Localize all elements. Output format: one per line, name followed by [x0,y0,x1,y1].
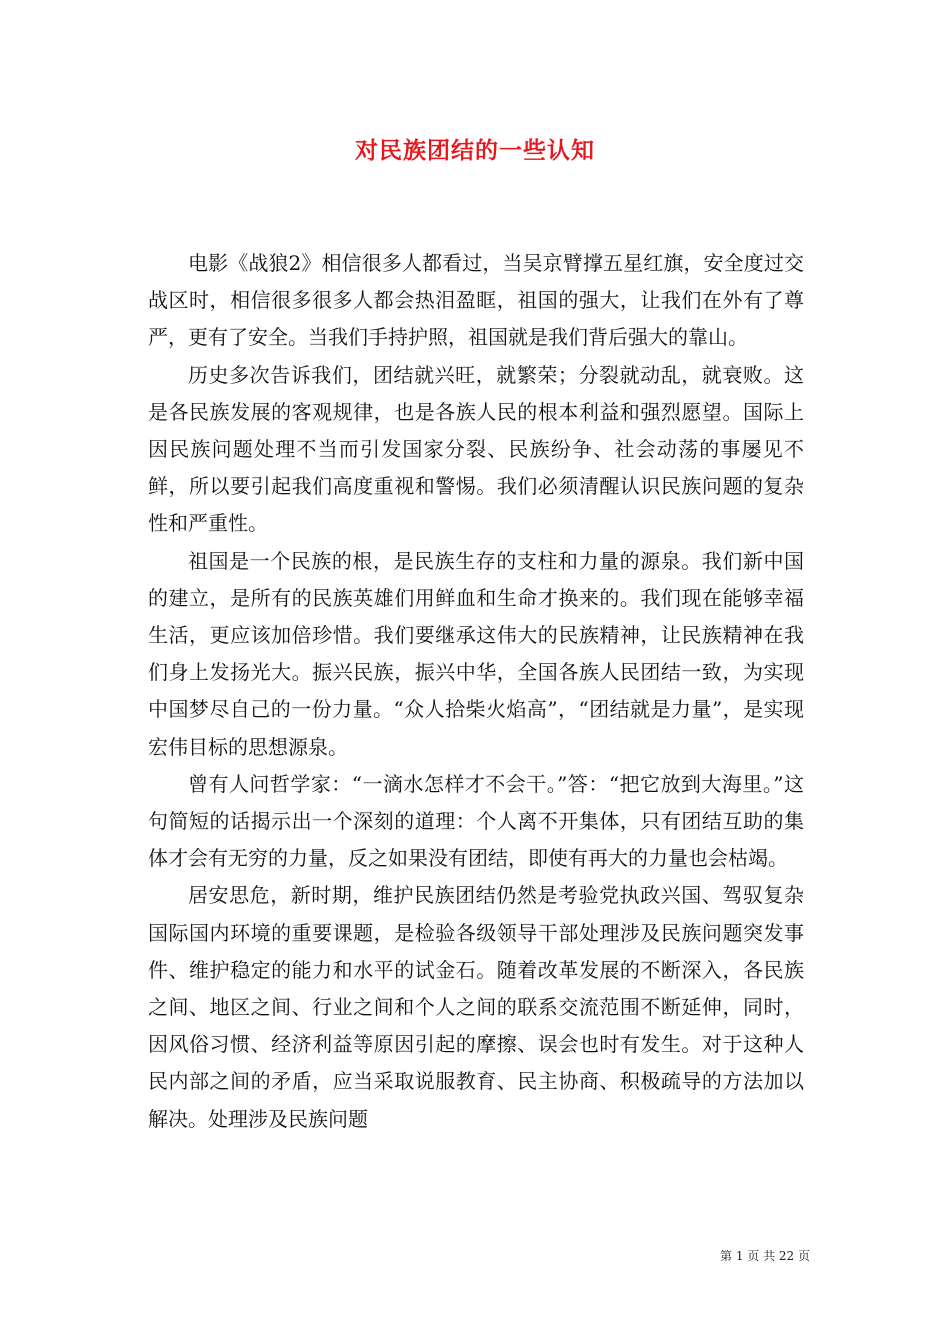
paragraph-1: 电影《战狼2》相信很多人都看过，当吴京臂撑五星红旗，安全度过交战区时，相信很多很多人都会热泪盈眶，祖国的强大，让我们在外有了尊严，更有了安全。当我们手持护照，祖国就是我们背后强大的靠山。 [148,251,804,350]
paragraph-2: 历史多次告诉我们，团结就兴旺，就繁荣；分裂就动乱，就衰败。这是各民族发展的客观规律，也是各族人民的根本利益和强烈愿望。国际上因民族问题处理不当而引发国家分裂、民族纷争、社会动荡的事屡见不鲜，所以要引起我们高度重视和警惕。我们必须清醒认识民族问题的复杂性和严重性。 [148,362,804,536]
document-title: 对民族团结的一些认知 [355,137,595,164]
page-number-footer: 第 1 页 共 22 页 [720,1249,810,1263]
document-body [148,245,804,1138]
paragraph-4: 曾有人问哲学家：“一滴水怎样才不会干。”答：“把它放到大海里。”这句简短的话揭示出一个深刻的道理：个人离不开集体，只有团结互助的集体才会有无穷的力量，反之如果没有团结，即使有再大的力量也会枯竭。 [148,771,804,871]
paragraph-3: 祖国是一个民族的根，是民族生存的支柱和力量的源泉。我们新中国的建立，是所有的民族英雄们用鲜血和生命才换来的。我们现在能够幸福生活，更应该加倍珍惜。我们要继承这伟大的民族精神，让民族精神在我们身上发扬光大。振兴民族，振兴中华，全国各族人民团结一致，为实现中国梦尽自己的一份力量。“众人拾柴火焰高”，“团结就是力量”，是实现宏伟目标的思想源泉。 [148,548,804,759]
paragraph-5: 居安思危，新时期，维护民族团结仍然是考验党执政兴国、驾驭复杂国际国内环境的重要课题，是检验各级领导干部处理涉及民族问题突发事件、维护稳定的能力和水平的试金石。随着改革发展的不断深入，各民族之间、地区之间、行业之间和个人之间的联系交流范围不断延伸，同时，因风俗习惯、经济利益等原因引起的摩擦、误会也时有发生。对于这种人民内部之间的矛盾，应当采取说服教育、民主协商、积极疏导的方法加以解决。处理涉及民族问题 [148,883,804,1131]
